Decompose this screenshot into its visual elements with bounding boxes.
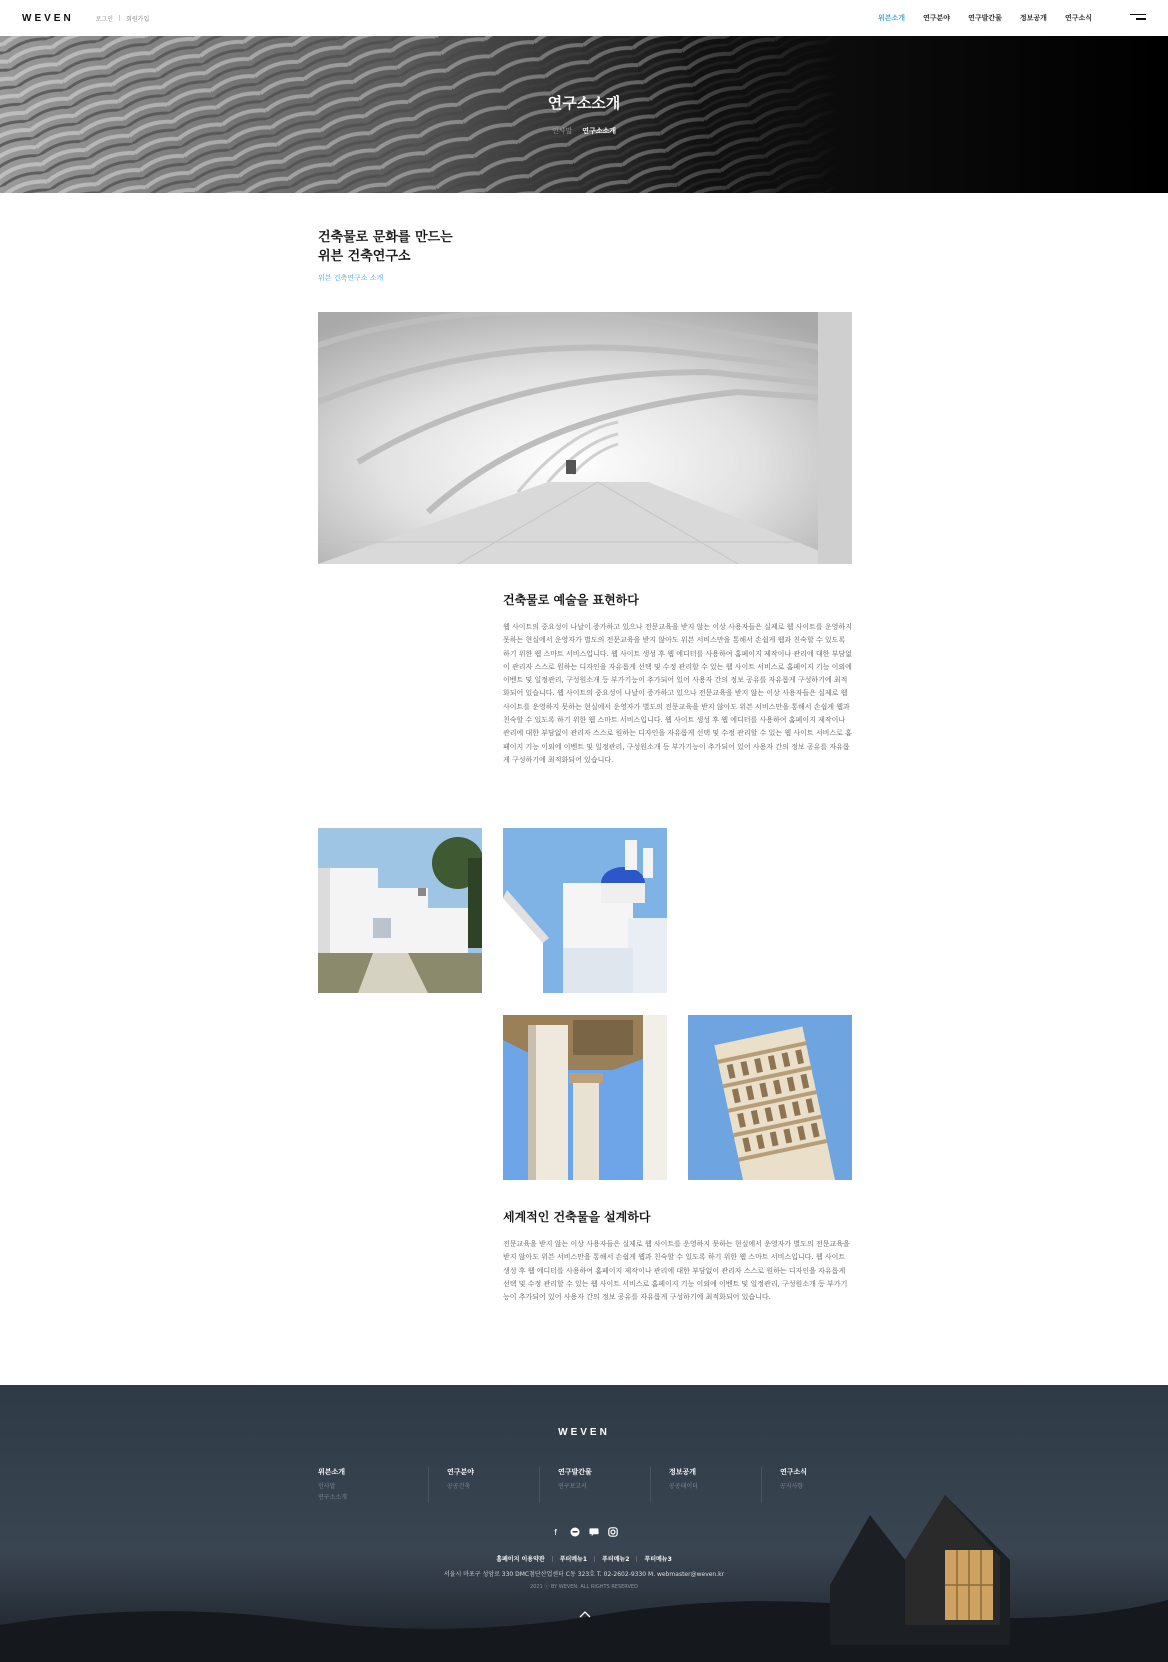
chat-icon[interactable] bbox=[570, 1527, 580, 1537]
hero-banner bbox=[0, 36, 1168, 193]
footer-link[interactable]: 연구보고서 bbox=[558, 1483, 587, 1490]
breadcrumb bbox=[0, 126, 1168, 136]
intro-subtitle: 위븐 건축연구소 소개 bbox=[318, 274, 384, 282]
scroll-top-chevron-up-icon[interactable] bbox=[579, 1604, 591, 1614]
breadcrumb-item-greeting[interactable]: 인사말 bbox=[551, 127, 573, 135]
login-link[interactable]: 로그인 bbox=[95, 15, 114, 23]
footer-col-title[interactable]: 정보공개 bbox=[669, 1468, 697, 1476]
instagram-icon[interactable] bbox=[608, 1527, 618, 1537]
section1-body: 웹 사이트의 중요성이 나날이 증가하고 있으나 전문교육을 받지 않는 이상 사용자들은 실제로 웹 사이트를 운영하지 못하는 현실에서 운영자가 별도의 전문교육을 받지 않아도 위븐 서비스만을 통해서 손쉽게 웹과 친숙할 수 있도록 하기 위한 웹 스마트 서비스입니다. 웹 사이트 생성 후 웹 에디터를 사용하여 홈페이지 제작이나 관리에 대한 부담없이 관리자 스스로 원하는 디자인을 자유롭게 선택 및 수정 관리할 수 있는 웹 사이트 서비스로 홈페이지 기능 이외에 이벤트 및 일정관리, 구성원소개 등 부가기능이 추가되어 있어 사용자 간의 정보 공유를 자유롭게 구성하기에 최적화되어 있습니다. 웹 사이트의 중요성이 나날이 증가하고 있으나 전문교육을 받지 않는 이상 사용자들은 실제로 웹 사이트를 운영하지 못하는 현실에서 운영자가 별도의 전문교육을 받지 않아도 위븐 서비스만을 통해서 손쉽게 웹과 친숙할 수 있도록 하기 위한 웹 스마트 서비스입니다. 웹 사이트 생성 후 웹 에디터를 사용하여 홈페이지 제작이나 관리에 대한 부담없이 관리자 스스로 원하는 디자인을 자유롭게 선택 및 수정 관리할 수 있는 웹 사이트 서비스로 홈페이지 기능 이외에 이벤트 및 일정관리, 구성원소개 등 부가기능이 추가되어 있어 사용자 간의 정보 공유를 자유롭게 구성하기에 최적화되어 있습니다. bbox=[503, 623, 852, 764]
nav-item-about[interactable]: 위븐소개 bbox=[877, 14, 905, 22]
footer-menu-link[interactable]: 푸터메뉴3 bbox=[644, 1556, 672, 1563]
nav-item-publications[interactable]: 연구발간물 bbox=[968, 14, 1002, 22]
nav-item-disclosure[interactable]: 정보공개 bbox=[1019, 14, 1047, 22]
intro-heading-line1: 건축물로 문화를 만드는 bbox=[318, 230, 453, 245]
site-header bbox=[0, 0, 1168, 36]
footer-col-title[interactable]: 연구분야 bbox=[447, 1468, 475, 1476]
greek-columns-photo bbox=[503, 1015, 667, 1180]
intro-heading bbox=[318, 228, 453, 266]
footer-col-news bbox=[762, 1467, 873, 1503]
divider bbox=[636, 1556, 637, 1562]
facebook-icon[interactable]: f bbox=[554, 1527, 557, 1537]
section1-title: 건축물로 예술을 표현하다 bbox=[503, 593, 639, 607]
footer-link[interactable]: 공공건축 bbox=[447, 1483, 471, 1490]
footer-col-title[interactable]: 위븐소개 bbox=[318, 1468, 346, 1476]
footer-link[interactable]: 인사말 bbox=[318, 1483, 336, 1490]
footer-col-title[interactable]: 연구발간물 bbox=[558, 1468, 592, 1476]
nav-item-research[interactable]: 연구분야 bbox=[923, 14, 951, 22]
social-links bbox=[0, 1527, 1168, 1537]
footer-copyright: 2021 ⓒ BY WEVEN. ALL RIGHTS RESERVED bbox=[530, 1584, 638, 1590]
corridor-photo bbox=[318, 312, 852, 564]
breadcrumb-item-current[interactable]: 연구소소개 bbox=[582, 127, 617, 135]
site-logo[interactable]: WEVEN bbox=[22, 12, 74, 24]
footer-logo[interactable]: WEVEN bbox=[558, 1427, 610, 1438]
footer-col-disclosure bbox=[651, 1467, 762, 1503]
divider bbox=[552, 1556, 553, 1562]
section2-body: 전문교육을 받지 않는 이상 사용자들은 실제로 웹 사이트를 운영하지 못하는 현실에서 운영자가 별도의 전문교육을 받지 않아도 위븐 서비스만을 통해서 손쉽게 웹과 친숙할 수 있도록 하기 위한 웹 스마트 서비스입니다. 웹 사이트 생성 후 웹 에디터를 사용하여 홈페이지 제작이나 관리에 대한 부담없이 관리자 스스로 원하는 디자인을 자유롭게 선택 및 수정 관리할 수 있는 웹 사이트 서비스로 홈페이지 기능 이외에 이벤트 및 일정관리, 구성원소개 등 부가기능이 추가되어 있어 사용자 간의 정보 공유를 자유롭게 구성하기에 최적화되어 있습니다. bbox=[503, 1240, 850, 1302]
footer-link[interactable]: 공지사항 bbox=[780, 1483, 804, 1490]
footer-link[interactable]: 연구소소개 bbox=[318, 1494, 347, 1501]
footer-link[interactable]: 공공데이터 bbox=[669, 1483, 698, 1490]
page-title: 연구소소개 bbox=[547, 94, 621, 112]
footer-sitemap bbox=[318, 1467, 873, 1503]
footer-col-research bbox=[429, 1467, 540, 1503]
main-nav bbox=[878, 0, 1092, 36]
footer-col-title[interactable]: 연구소식 bbox=[780, 1468, 808, 1476]
site-footer bbox=[0, 1385, 1168, 1662]
talk-icon[interactable] bbox=[589, 1527, 599, 1537]
hamburger-menu-icon[interactable] bbox=[1130, 14, 1146, 22]
util-divider bbox=[119, 15, 120, 21]
footer-address: 서울시 마포구 성암로 330 DMC첨단산업센터 C동 323호 T. 02-2602-9330 M. webmaster@weven.kr bbox=[443, 1571, 725, 1578]
white-house-photo bbox=[318, 828, 482, 993]
footer-col-publications bbox=[540, 1467, 651, 1503]
util-links bbox=[96, 14, 150, 23]
divider bbox=[594, 1556, 595, 1562]
join-link[interactable]: 회원가입 bbox=[126, 15, 150, 23]
footer-menu-link[interactable]: 푸터메뉴1 bbox=[559, 1556, 588, 1563]
leaning-tower-photo bbox=[688, 1015, 852, 1180]
intro-heading-line2: 위븐 건축연구소 bbox=[318, 249, 411, 264]
footer-policy-links bbox=[0, 1554, 1168, 1563]
hero-background-image bbox=[0, 36, 1168, 193]
footer-col-about bbox=[318, 1467, 429, 1503]
santorini-church-photo bbox=[503, 828, 667, 993]
terms-link[interactable]: 홈페이지 이용약관 bbox=[496, 1556, 545, 1563]
nav-item-news[interactable]: 연구소식 bbox=[1064, 14, 1092, 22]
section2-title: 세계적인 건축물을 설계하다 bbox=[503, 1210, 651, 1224]
footer-menu-link[interactable]: 푸터메뉴2 bbox=[602, 1556, 630, 1563]
